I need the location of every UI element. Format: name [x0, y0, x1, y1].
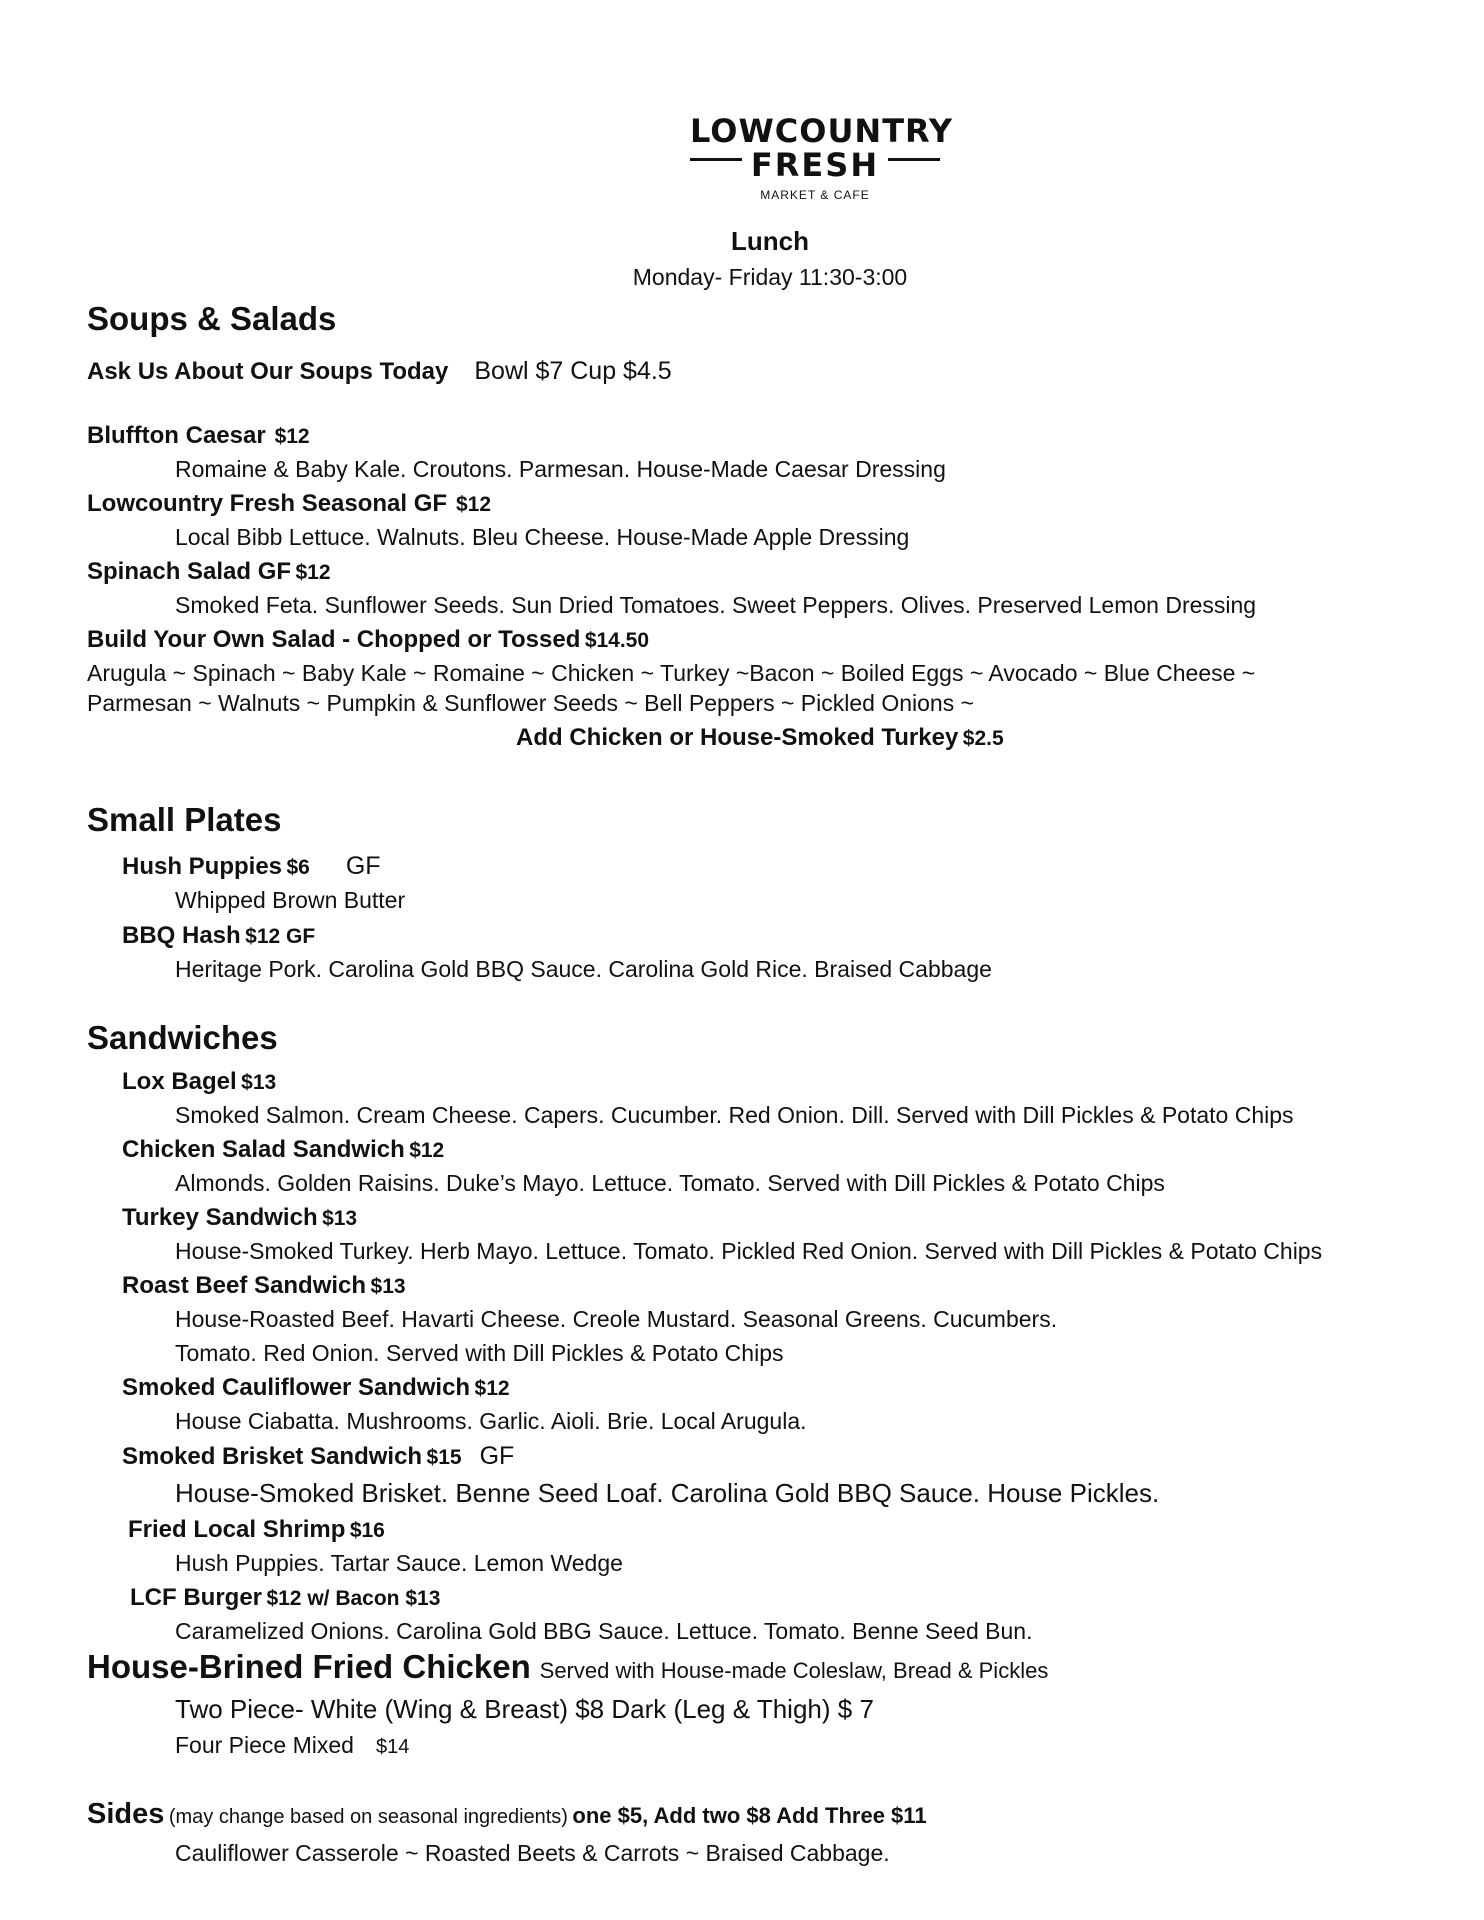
item-price: $12 GF: [245, 925, 316, 948]
item-name: Smoked Brisket Sandwich: [122, 1443, 423, 1470]
item-name: Lox Bagel: [122, 1068, 237, 1095]
item-desc: Heritage Pork. Carolina Gold BBQ Sauce. Carolina Gold Rice. Braised Cabbage: [175, 956, 992, 982]
item-desc: Whipped Brown Butter: [175, 887, 406, 913]
fried-chicken-two-piece: Two Piece- White (Wing & Breast) $8 Dark (Leg & Thigh) $ 7: [175, 1694, 874, 1724]
page-title: Lunch: [731, 226, 809, 256]
menu-item-roast-beef: [122, 1272, 406, 1300]
item-desc: Smoked Feta. Sunflower Seeds. Sun Dried Tomatoes. Sweet Peppers. Olives. Preserved Lemon Dressing: [175, 592, 1257, 618]
section-small-plates: Small Plates: [87, 801, 282, 838]
add-on-text: Add Chicken or House-Smoked Turkey: [516, 724, 959, 751]
item-desc: House-Roasted Beef. Havarti Cheese. Creole Mustard. Seasonal Greens. Cucumbers.: [175, 1306, 1058, 1332]
item-name: BBQ Hash: [122, 922, 241, 949]
sides-heading-line: [87, 1798, 927, 1831]
item-price: $14: [375, 1736, 410, 1758]
byo-ingredients-1: Arugula ~ Spinach ~ Baby Kale ~ Romaine ~ Chicken ~ Turkey ~Bacon ~ Boiled Eggs ~ Avocado ~ Blue Cheese ~: [87, 660, 1256, 686]
item-name: Fried Local Shrimp: [128, 1516, 346, 1543]
logo-line-3: MARKET & CAFE: [760, 188, 870, 202]
fried-chicken-heading-line: [87, 1648, 1048, 1686]
byo-ingredients-2: Parmesan ~ Walnuts ~ Pumpkin & Sunflower Seeds ~ Bell Peppers ~ Pickled Onions ~: [87, 690, 975, 716]
gf-label: GF: [345, 852, 381, 880]
item-price: $12: [409, 1139, 445, 1162]
item-name: Build Your Own Salad - Chopped or Tossed: [87, 626, 581, 653]
item-price: $12: [455, 493, 492, 516]
item-name: Hush Puppies: [122, 853, 283, 880]
item-desc: Local Bibb Lettuce. Walnuts. Bleu Cheese. House-Made Apple Dressing: [175, 524, 910, 550]
item-price: $15: [426, 1446, 462, 1469]
item-price: $13: [370, 1275, 406, 1298]
fried-chicken-subtitle: Served with House-made Coleslaw, Bread & Pickles: [539, 1658, 1049, 1683]
item-name: Spinach Salad GF: [87, 558, 292, 585]
soup-line: [87, 357, 672, 386]
logo: [690, 112, 954, 212]
section-soups-salads: Soups & Salads: [87, 300, 337, 337]
section-fried-chicken: House-Brined Fried Chicken: [87, 1648, 531, 1685]
menu-item-lcf-burger: [130, 1584, 440, 1612]
menu-item-turkey-sandwich: [122, 1204, 357, 1232]
logo-line-2: FRESH: [750, 146, 880, 184]
item-name: LCF Burger: [130, 1584, 262, 1611]
gf-label: GF: [479, 1442, 515, 1470]
item-name: Lowcountry Fresh Seasonal GF: [87, 490, 448, 517]
item-price: $13: [241, 1071, 277, 1094]
item-desc: House-Smoked Brisket. Benne Seed Loaf. Carolina Gold BBQ Sauce. House Pickles.: [175, 1478, 1160, 1508]
menu-item-spinach-salad: [87, 558, 331, 586]
menu-item-chicken-salad: [122, 1136, 444, 1164]
item-desc: Romaine & Baby Kale. Croutons. Parmesan. House-Made Caesar Dressing: [175, 456, 946, 482]
logo-line-1: LOWCOUNTRY: [690, 112, 954, 150]
item-name: Roast Beef Sandwich: [122, 1272, 367, 1299]
section-sides: Sides: [87, 1798, 165, 1830]
item-desc: House Ciabatta. Mushrooms. Garlic. Aioli. Brie. Local Arugula.: [175, 1408, 807, 1434]
item-name: Chicken Salad Sandwich: [122, 1136, 405, 1163]
item-desc: Almonds. Golden Raisins. Duke’s Mayo. Lettuce. Tomato. Served with Dill Pickles & Potato Chips: [175, 1170, 1165, 1196]
item-price: $12 w/ Bacon $13: [266, 1587, 441, 1610]
section-sandwiches: Sandwiches: [87, 1019, 278, 1056]
menu-item-seasonal: [87, 490, 491, 518]
item-price: $13: [322, 1207, 358, 1230]
add-on-line: [516, 724, 1004, 752]
soup-title: Ask Us About Our Soups Today: [87, 358, 449, 385]
item-price: $12: [474, 1377, 510, 1400]
item-price: $14.50: [584, 629, 650, 652]
item-name: Turkey Sandwich: [122, 1204, 318, 1231]
item-name: Bluffton Caesar: [87, 422, 266, 449]
soup-prices: Bowl $7 Cup $4.5: [474, 357, 672, 385]
menu-item-bbq-hash: [122, 922, 315, 950]
item-desc-continued: Tomato. Red Onion. Served with Dill Pickles & Potato Chips: [175, 1340, 784, 1366]
menu-item-smoked-brisket: [122, 1442, 514, 1471]
item-price: $12: [274, 425, 310, 448]
item-price: $12: [295, 561, 331, 584]
menu-item-smoked-cauliflower: [122, 1374, 510, 1402]
menu-item-lox-bagel: [122, 1068, 276, 1096]
item-name: Smoked Cauliflower Sandwich: [122, 1374, 471, 1401]
item-price: $16: [349, 1519, 385, 1542]
item-desc: Hush Puppies. Tartar Sauce. Lemon Wedge: [175, 1550, 623, 1576]
sides-note: (may change based on seasonal ingredients): [168, 1806, 568, 1828]
menu-item-fried-shrimp: [128, 1516, 385, 1544]
hours: Monday- Friday 11:30-3:00: [632, 264, 908, 290]
sides-pricing: one $5, Add two $8 Add Three $11: [572, 1803, 927, 1828]
sides-items: Cauliflower Casserole ~ Roasted Beets & Carrots ~ Braised Cabbage.: [175, 1840, 890, 1866]
item-name: Four Piece Mixed: [175, 1732, 354, 1758]
add-on-price: $2.5: [962, 727, 1004, 750]
item-price: $6: [286, 856, 310, 879]
logo-bar-right: [888, 158, 940, 161]
item-desc: House-Smoked Turkey. Herb Mayo. Lettuce. Tomato. Pickled Red Onion. Served with Dill Pickles & Potato Chips: [175, 1238, 1323, 1264]
item-desc: Caramelized Onions. Carolina Gold BBG Sauce. Lettuce. Tomato. Benne Seed Bun.: [175, 1618, 1033, 1644]
menu-item-bluffton-caesar: [87, 422, 310, 450]
item-desc: Smoked Salmon. Cream Cheese. Capers. Cucumber. Red Onion. Dill. Served with Dill Pickles & Potato Chips: [175, 1102, 1294, 1128]
menu-item-build-your-own: [87, 626, 649, 654]
menu-item-hush-puppies: [122, 852, 381, 881]
fried-chicken-four-piece: [175, 1732, 409, 1759]
